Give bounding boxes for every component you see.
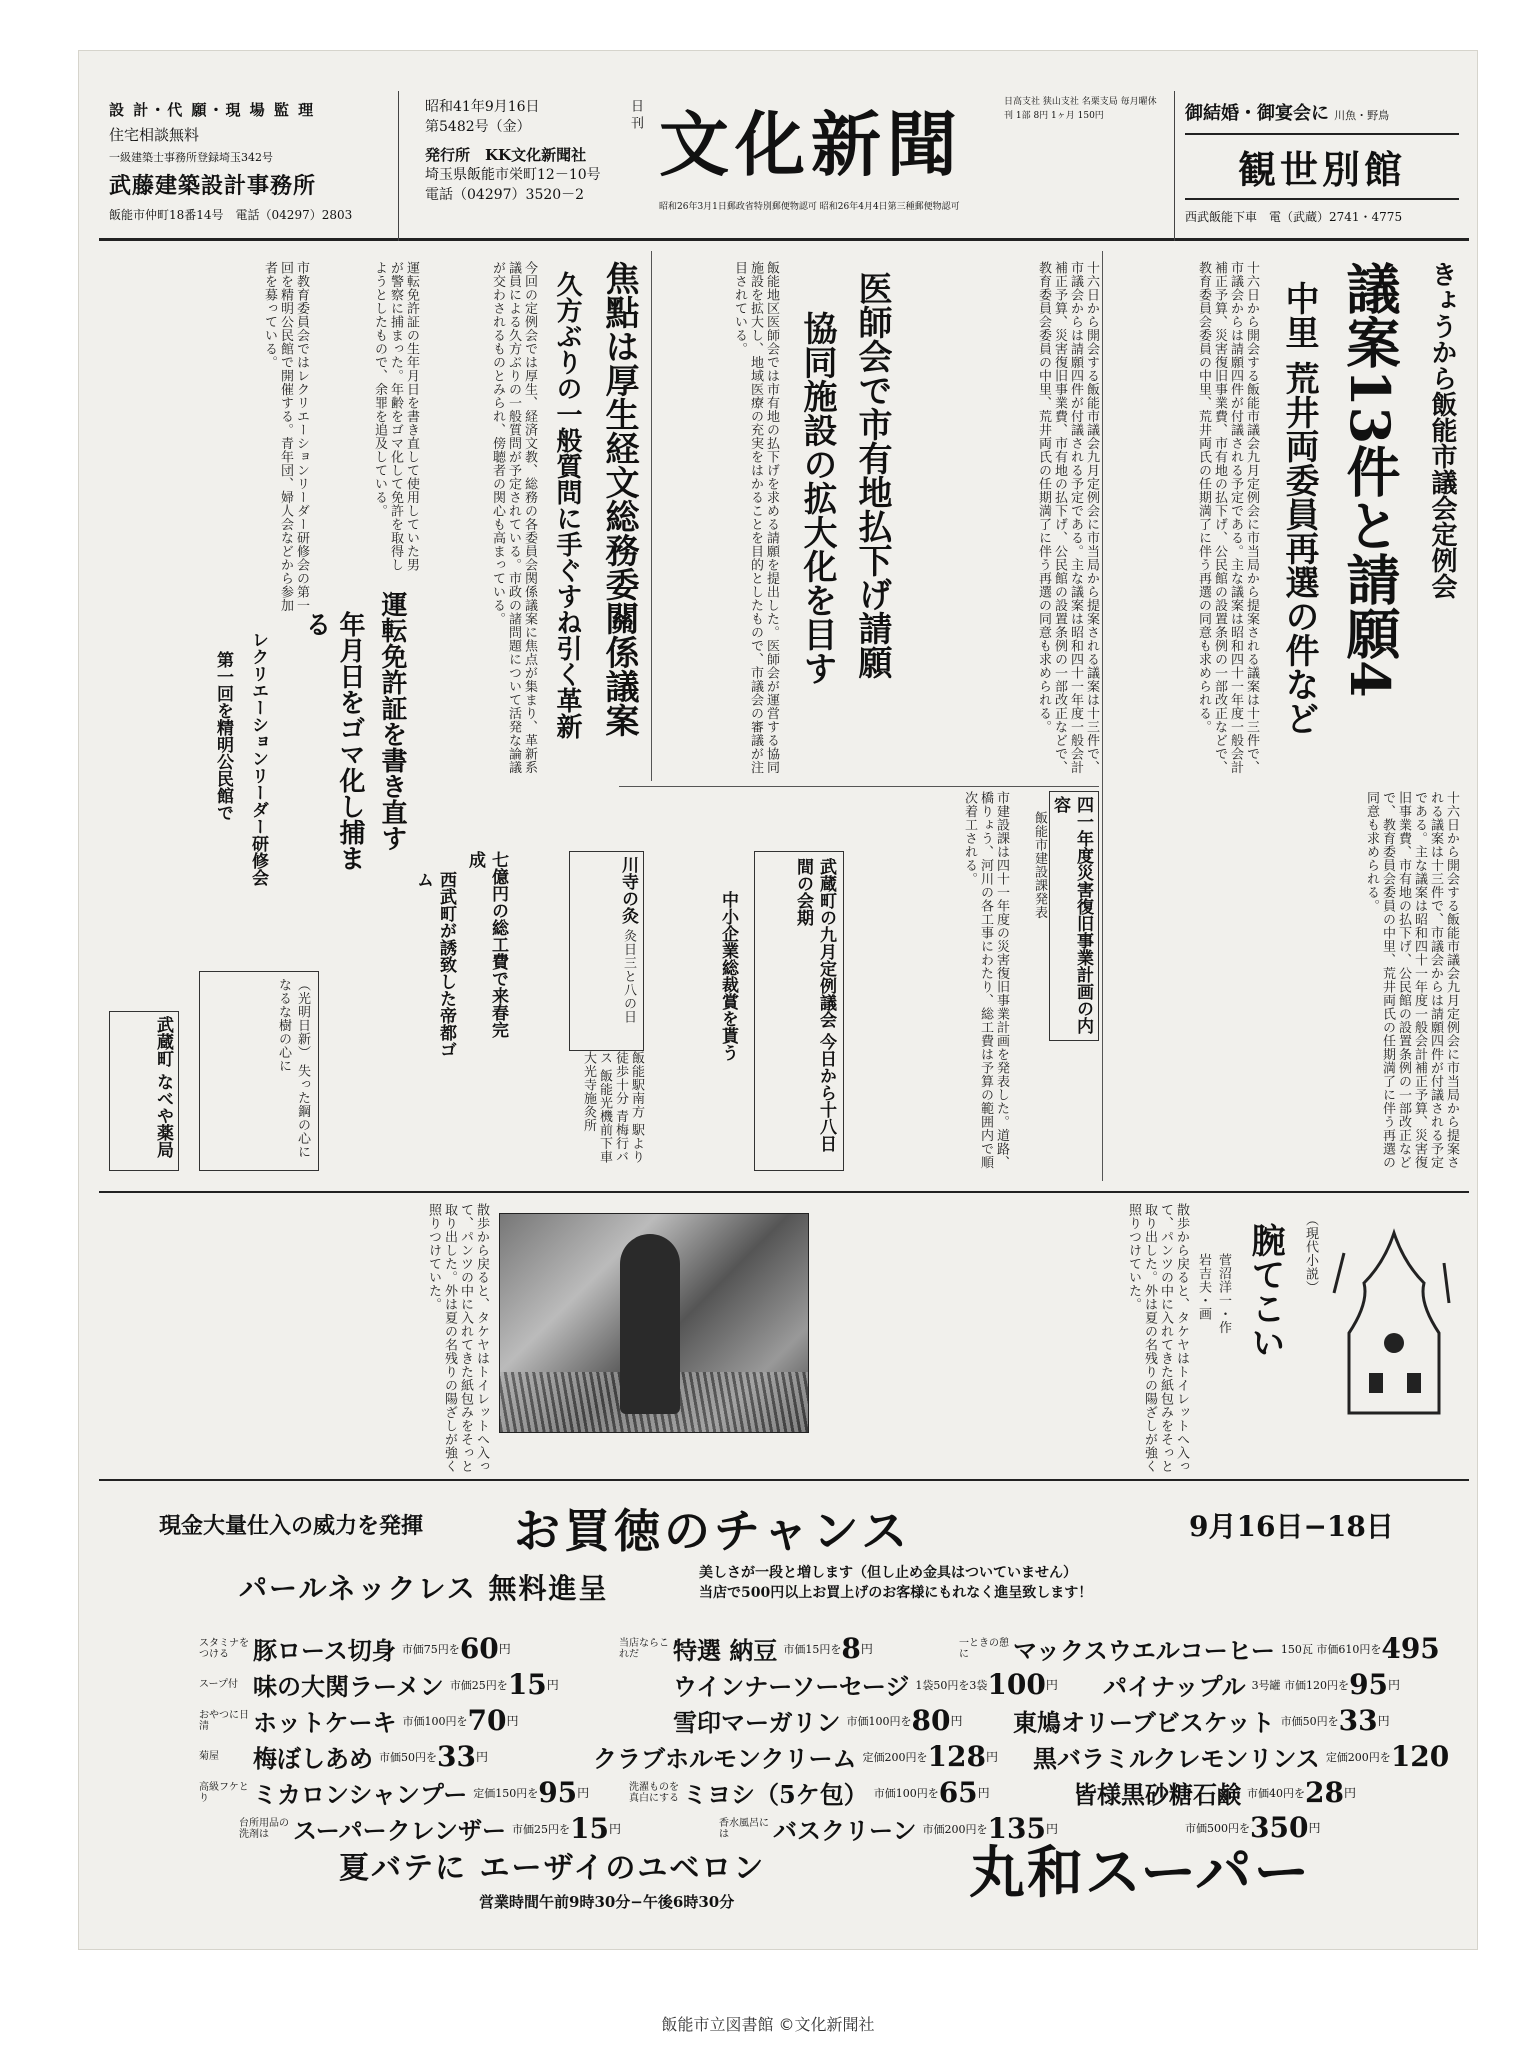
moxa-headline: 川寺の灸 xyxy=(618,856,638,924)
pharmacy-name: 武蔵町 なべや薬局 xyxy=(153,1016,173,1158)
issue-number: 第5482号（金） xyxy=(425,119,531,135)
disaster-subhead: 飯能市建設課発表 xyxy=(1032,811,1047,919)
masthead-note: 昭和26年3月1日郵政省特別郵便物認可 昭和26年4月4日第三種郵便物認可 xyxy=(659,202,960,212)
pearl-note-line1: 美しさが一段と増します（但し止め金具はついていません） xyxy=(699,1565,1077,1581)
masthead-title: 文化新聞 xyxy=(659,103,963,186)
moxa-directions: 飯能駅南方 駅より徒歩十分 青梅行バス 飯能光機前下車 大光寺施灸所 xyxy=(581,1051,644,1164)
branch-offices: 日高支社 狭山支社 名栗支局 毎月曜休刊 1部 8円 1ヶ月 150円 xyxy=(1004,97,1157,121)
focus-subheadline: 久方ぶりの一般質問に手ぐすね引く革新 xyxy=(552,271,582,739)
sale-item: スタミナをつける 豚ロース切身 市価75円を60円 xyxy=(199,1632,511,1665)
kanze-ad xyxy=(1174,91,1469,241)
council-body: 十六日から開会する飯能市議会九月定例会に市当局から提案される議案は十三件で、市議会からは請願四件が付議される予定である。主な議案は昭和四十一年度一般会計補正予算、災害復旧事業費、市有地の払下げ、公民館の設置条例の一部改正などで、教育委員会委員の中里、荒井両氏の任期満了に伴う再選の同意も求められる。 xyxy=(1036,261,1099,774)
kanze-ad-menu: 川魚・野鳥 xyxy=(1334,109,1390,122)
license-body: 運転免許証の生年月日を書き直して使用していた男が警察に捕まった。年齢をゴマ化して免許を取得しようとしたもので、余罪を追及している。 xyxy=(372,261,419,572)
sale-item: 台所用品の洗剤は スーパークレンザー 市価25円を15円 xyxy=(239,1812,621,1845)
newspaper-page xyxy=(78,50,1478,1950)
sale-item: 黒バラミルクレモンリンス 定価200円を120 xyxy=(1033,1740,1450,1773)
sale-item: 菊屋 梅ぼしあめ 市価50円を33円 xyxy=(199,1740,488,1773)
kanze-ad-tagline: 御結婚・御宴会に xyxy=(1185,103,1329,124)
factory-headline: 七億円の総工費で来春完成 xyxy=(465,851,508,1038)
disaster-headline: 四一年度災害復旧事業計画の内容 xyxy=(1050,796,1093,1034)
pearl-note-line2: 当店で500円以上お買上げのお客様にもれなく進呈致します！ xyxy=(699,1585,1093,1601)
main-headline: 議案13件と請願4 xyxy=(1338,261,1402,698)
serial-author: 菅沼洋一・作 xyxy=(1216,1253,1231,1334)
moxa-subhead: 灸日三と八の日 xyxy=(621,929,636,1024)
section-rule xyxy=(619,786,1099,787)
serial-novel xyxy=(99,1191,1469,1481)
column-body: 失った鋼の心になるな樹の心に xyxy=(276,978,310,1159)
license-headline: 運転免許証を書き直す xyxy=(377,591,407,851)
sale-item: パイナップル 3号罐 市価120円を95円 xyxy=(1103,1668,1401,1701)
main-body-lower: 十六日から開会する飯能市議会九月定例会に市当局から提案される議案は十三件で、市議会からは請願四件が付議される予定である。主な議案は昭和四十一年度一般会計補正予算、災害復旧事業費、市有地の払下げ、公民館の設置条例の一部改正などで、教育委員会委員の中里、荒井両氏の任期満了に伴う再選の同意も求められる。 xyxy=(1364,791,1459,1169)
rec-subhead: 第一回を精明公民館で xyxy=(213,651,233,821)
serial-label: （現代小説） xyxy=(1303,1213,1318,1294)
sale-item: 一ときの憩に マックスウエルコーヒー 150瓦 市価610円を495 xyxy=(959,1632,1440,1665)
column-rule xyxy=(1102,251,1103,1181)
serial-title: 腕てこい xyxy=(1245,1223,1285,1359)
architect-ad-registration: 一級建築士事務所登録埼玉342号 xyxy=(109,151,273,164)
sale-item: 高級フケとり ミカロンシャンプー 定価150円を95円 xyxy=(199,1776,590,1809)
publisher-address: 埼玉県飯能市栄町12－10号 xyxy=(425,167,601,183)
sale-item: スープ付 味の大関ラーメン 市価25円を15円 xyxy=(199,1668,559,1701)
ad-title: お買徳のチャンス xyxy=(514,1504,912,1558)
doctors-body: 飯能地区医師会では市有地の払下げを求める請願を提出した。医師会が運営する協同施設を拡大し、地域医療の充実をはかることを目的としたもので、市議会の審議が注目されている。 xyxy=(732,261,779,774)
main-subheadline: 中里 荒井両委員再選の件など xyxy=(1279,281,1319,735)
pearl-note xyxy=(699,1563,1379,1603)
ad-slogan: 夏バテに エーザイのユベロン xyxy=(339,1851,766,1886)
architect-ad-address: 飯能市仲町18番14号 電話（04297）2803 xyxy=(109,208,353,222)
issue-date: 昭和41年9月16日 xyxy=(425,99,540,115)
focus-body: 今回の定例会では厚生、経済文教、総務の各委員会関係議案に焦点が集まり、革新系議員による久方ぶりの一般質問が予定されている。市政の諸問題について活発な論議が交わされるものとみられ、傍聴者の関心も高まっている。 xyxy=(490,261,537,774)
moxa-box xyxy=(569,851,644,1051)
main-kicker: きょうから飯能市議会定例会 xyxy=(1427,261,1457,599)
novel-illustration-photo xyxy=(499,1213,809,1433)
publisher: 発行所 KK文化新聞社 xyxy=(425,146,587,164)
column-box xyxy=(199,971,319,1171)
supermarket-ad xyxy=(99,1491,1469,1931)
musashi-subhead: 今日から十八日間の会期 xyxy=(793,858,836,1153)
kanze-ad-name: 観世別館 xyxy=(1185,133,1459,200)
ad-hook: 現金大量仕入の威力を発揮 xyxy=(159,1513,424,1539)
factory-subhead: 西武町が誘致した帝都ゴム xyxy=(413,871,456,1058)
architect-ad-services: 設 計・代 願・現 場 監 理 xyxy=(109,101,316,119)
architect-ad xyxy=(99,91,399,241)
issue-info xyxy=(417,91,647,241)
disaster-box xyxy=(1049,791,1099,1041)
serial-body-left: 散歩から戻ると、タケヤはトイレットへ入って、パンツの中に入れてきた紙包みをそっと取り出した。外は夏の名残りの陽ざしが強く照りつけていた。 xyxy=(426,1203,489,1473)
sale-item: 洗濯ものを真白にする ミヨシ（5ケ包） 市価100円を65円 xyxy=(629,1776,990,1809)
serial-illustrator: 岩吉夫・画 xyxy=(1196,1253,1211,1321)
doctors-subheadline: 協同施設の拡大化を目す xyxy=(797,311,837,685)
architect-ad-free-consult: 住宅相談無料 xyxy=(109,126,200,144)
sale-items xyxy=(199,1631,1450,1845)
sale-item: 皆様黒砂糖石鹸 市価40円を28円 xyxy=(1073,1776,1356,1809)
sale-item: おやつに日清 ホットケーキ 市価100円を70円 xyxy=(199,1704,519,1737)
articles-area xyxy=(99,251,1469,1181)
sme-headline: 中小企業総裁賞を貰う xyxy=(718,891,738,1061)
sale-item: 東鳩オリーブビスケット 市価50円を33円 xyxy=(1013,1704,1390,1737)
ad-dates: 9月16日−18日 xyxy=(1189,1510,1394,1543)
disaster-body: 市建設課は四十一年度の災害復旧事業計画を発表した。道路、橋りょう、河川の各工事にわたり、総工費は予算の範囲内で順次着工される。 xyxy=(962,791,1009,1169)
figure-silhouette xyxy=(620,1234,680,1414)
doctors-headline: 医師会で市有地払下げ請願 xyxy=(852,271,892,679)
castle-illustration-icon xyxy=(1329,1223,1459,1423)
publisher-phone: 電話（04297）3520－2 xyxy=(425,187,585,203)
musashi-headline: 武蔵町の九月定例議会 xyxy=(816,858,836,1028)
pharmacy-ad xyxy=(109,1011,179,1171)
ad-hours: 営業時間午前9時30分−午後6時30分 xyxy=(479,1893,735,1911)
archive-credit: 飯能市立図書館 ©文化新聞社 xyxy=(661,2015,875,2034)
main-body: 十六日から開会する飯能市議会九月定例会に市当局から提案される議案は十三件で、市議会からは請願四件が付議される予定である。主な議案は昭和四十一年度一般会計補正予算、災害復旧事業費、市有地の払下げ、公民館の設置条例の一部改正などで、教育委員会委員の中里、荒井両氏の任期満了に伴う再選の同意も求められる。 xyxy=(1196,261,1259,774)
column-rule xyxy=(651,251,652,781)
sale-item: 当店ならこれだ 特選 納豆 市価15円を8円 xyxy=(619,1632,873,1665)
sale-item: 市価500円を350円 xyxy=(1185,1811,1321,1844)
focus-headline: 焦點は厚生経文総務委關係議案 xyxy=(599,261,639,737)
sale-item: 香水風呂には バスクリーン 市価200円を135円 xyxy=(719,1812,1058,1845)
sale-item: 雪印マーガリン 市価100円を80円 xyxy=(673,1704,963,1737)
sale-item: ウインナーソーセージ 1袋50円を3袋100円 xyxy=(673,1668,1058,1701)
edition-label: 日 刊 xyxy=(628,99,643,130)
column-label: （光明日新） xyxy=(295,978,310,1059)
architect-ad-name: 武藤建築設計事務所 xyxy=(109,173,317,199)
serial-body-right: 散歩から戻ると、タケヤはトイレットへ入って、パンツの中に入れてきた紙包みをそっと取り出した。外は夏の名残りの陽ざしが強く照りつけていた。 xyxy=(1126,1203,1189,1473)
musashi-box xyxy=(754,851,844,1171)
kanze-ad-phone: 西武飯能下車 電（武蔵）2741・4775 xyxy=(1185,210,1403,224)
rec-headline: レクリエーションリーダー研修会 xyxy=(248,631,268,886)
license-subheadline: 年月日をゴマ化し捕まる xyxy=(301,611,365,871)
header xyxy=(99,91,1469,241)
store-name: 丸和スーパー xyxy=(969,1840,1312,1906)
rec-body: 市教育委員会ではレクリエーションリーダー研修会の第一回を精明公民館で開催する。青年団、婦人会などから参加者を募っている。 xyxy=(262,261,309,612)
sale-item: クラブホルモンクリーム 定価200円を128円 xyxy=(593,1740,998,1773)
pearl-offer: パールネックレス 無料進呈 xyxy=(239,1572,609,1605)
